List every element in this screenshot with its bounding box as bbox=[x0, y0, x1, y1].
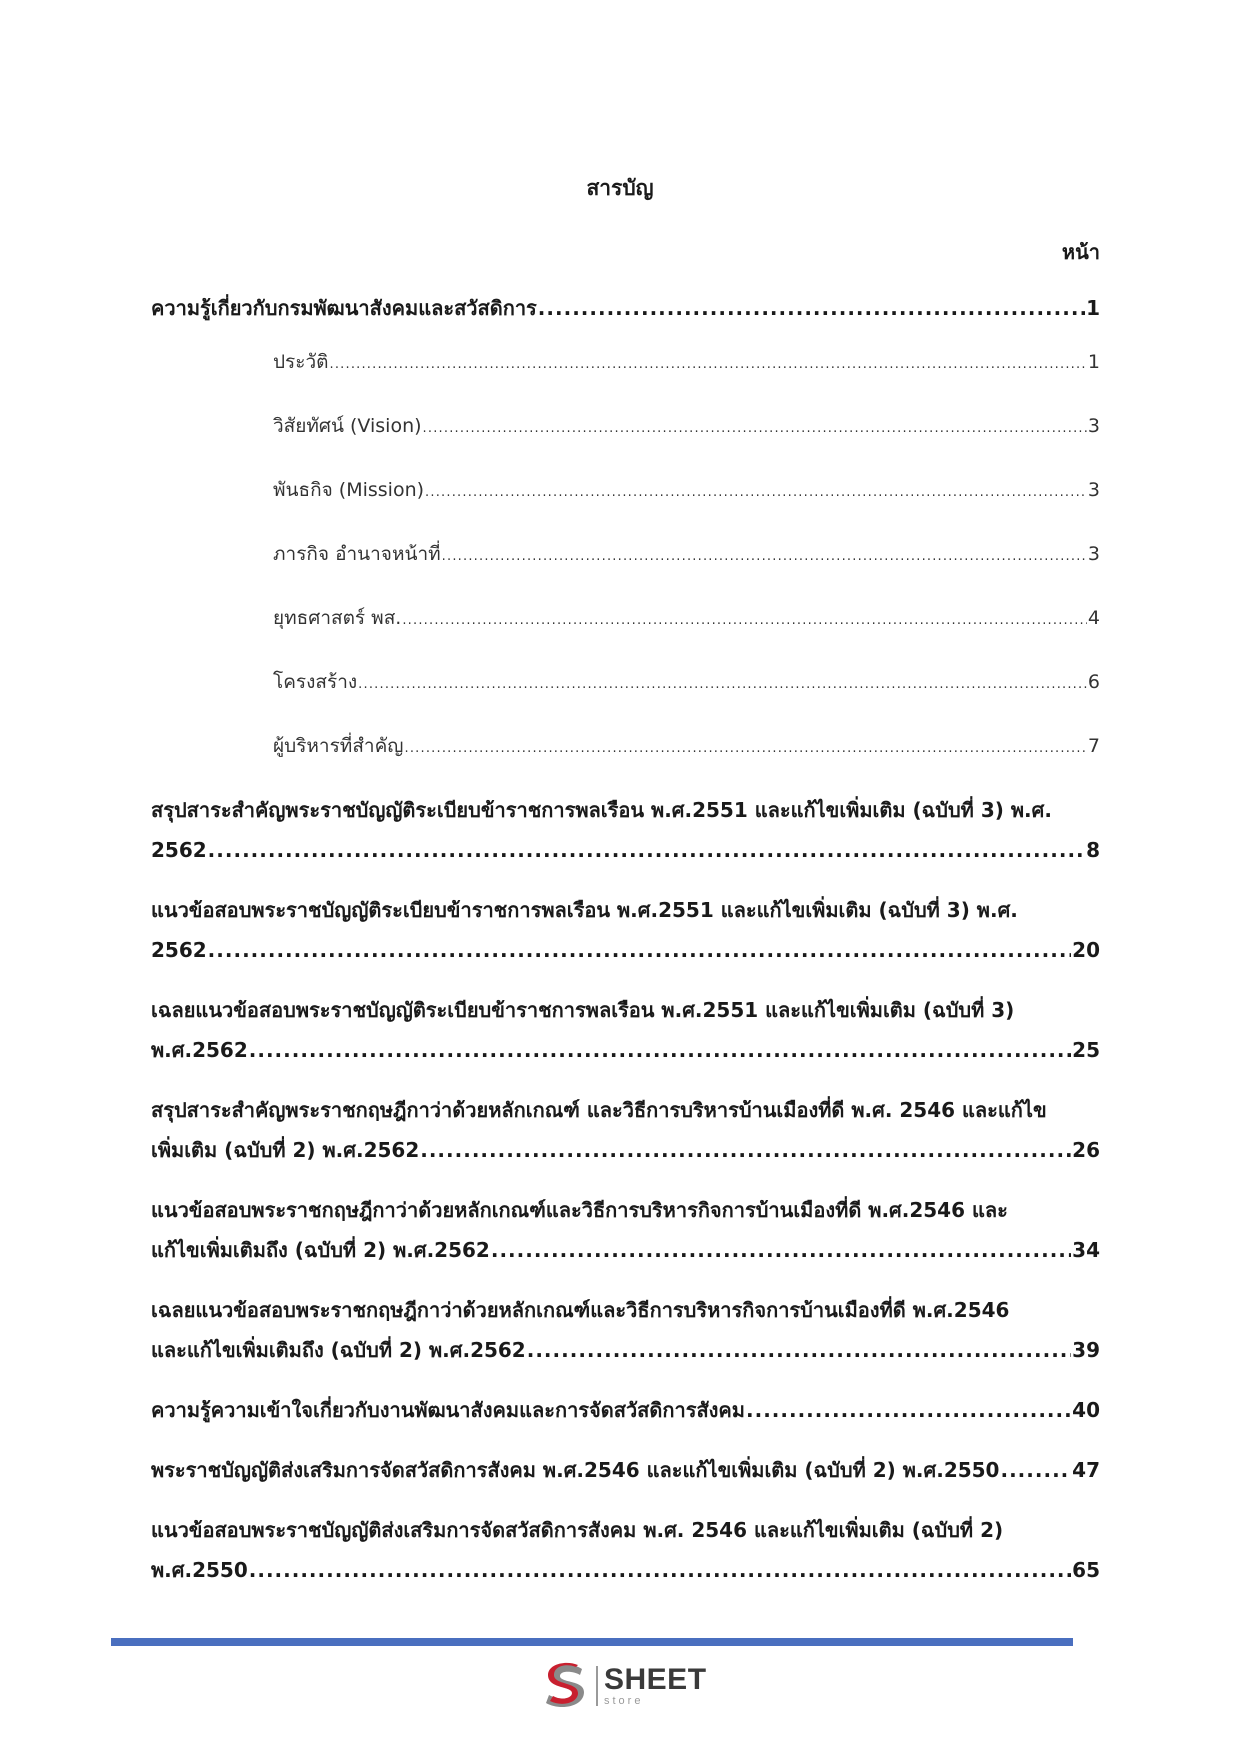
toc-page-number: 4 bbox=[1087, 607, 1100, 629]
toc-subentry bbox=[273, 342, 1100, 385]
toc-entry bbox=[151, 990, 1100, 1070]
toc-entry-text: พันธกิจ (Mission) bbox=[273, 479, 425, 501]
toc-page-number: 20 bbox=[1072, 938, 1100, 962]
dot-leader bbox=[208, 930, 1071, 970]
toc-entry bbox=[151, 1190, 1100, 1270]
table-of-contents bbox=[151, 288, 1100, 1610]
logo-text: SHEET bbox=[604, 1663, 707, 1696]
footer-rule bbox=[111, 1638, 1073, 1646]
toc-entry bbox=[151, 1510, 1100, 1590]
toc-entry-text: เพิ่มเติม (ฉบับที่ 2) พ.ศ.2562 bbox=[151, 1138, 420, 1162]
toc-entry-text: แนวข้อสอบพระราชบัญญัติส่งเสริมการจัดสวัสดิการสังคม พ.ศ. 2546 และแก้ไขเพิ่มเติม (ฉบับที่ 2) bbox=[151, 1518, 1004, 1542]
toc-page-number: 65 bbox=[1072, 1558, 1100, 1582]
dot-leader bbox=[425, 473, 1087, 513]
dot-leader bbox=[249, 1030, 1071, 1070]
toc-entry-text: เฉลยแนวข้อสอบพระราชบัญญัติระเบียบข้าราชการพลเรือน พ.ศ.2551 และแก้ไขเพิ่มเติม (ฉบับที่ 3) bbox=[151, 998, 1015, 1022]
dot-leader bbox=[358, 665, 1087, 705]
dot-leader bbox=[249, 1550, 1071, 1590]
toc-entry-text: ประวัติ bbox=[273, 351, 329, 373]
dot-leader bbox=[405, 729, 1087, 769]
toc-subentry bbox=[273, 662, 1100, 705]
toc-entry-text: ความรู้เกี่ยวกับกรมพัฒนาสังคมและสวัสดิการ bbox=[151, 296, 537, 320]
toc-page-number: 1 bbox=[1087, 351, 1100, 373]
toc-entry-text: 2562 bbox=[151, 838, 207, 862]
toc-entry bbox=[151, 790, 1100, 870]
toc-entry-text: แนวข้อสอบพระราชกฤษฎีกาว่าด้วยหลักเกณฑ์และวิธีการบริหารกิจการบ้านเมืองที่ดี พ.ศ.2546 และ bbox=[151, 1198, 1008, 1222]
toc-entry-text: และแก้ไขเพิ่มเติมถึง (ฉบับที่ 2) พ.ศ.2562 bbox=[151, 1338, 526, 1362]
dot-leader bbox=[208, 830, 1085, 870]
toc-entry bbox=[151, 288, 1100, 328]
dot-leader bbox=[746, 1390, 1071, 1430]
toc-page-number: 39 bbox=[1072, 1338, 1100, 1362]
page-column-label: หน้า bbox=[1061, 240, 1100, 264]
toc-entry-text: แนวข้อสอบพระราชบัญญัติระเบียบข้าราชการพลเรือน พ.ศ.2551 และแก้ไขเพิ่มเติม (ฉบับที่ 3) พ.ศ. bbox=[151, 898, 1018, 922]
toc-subentry bbox=[273, 470, 1100, 513]
toc-subentry bbox=[273, 534, 1100, 577]
toc-entry-text: ยุทธศาสตร์ พส. bbox=[273, 607, 402, 629]
dot-leader bbox=[491, 1230, 1071, 1270]
toc-entry-text: พ.ศ.2562 bbox=[151, 1038, 248, 1062]
toc-entry-text: 2562 bbox=[151, 938, 207, 962]
toc-entry-text: สรุปสาระสำคัญพระราชบัญญัติระเบียบข้าราชการพลเรือน พ.ศ.2551 และแก้ไขเพิ่มเติม (ฉบับที่ 3) พ.ศ. bbox=[151, 798, 1052, 822]
toc-page-number: 26 bbox=[1072, 1138, 1100, 1162]
toc-entry bbox=[151, 890, 1100, 970]
dot-leader bbox=[538, 288, 1085, 328]
toc-page-number: 7 bbox=[1087, 735, 1100, 757]
page-title: สารบัญ bbox=[586, 176, 654, 200]
toc-page-number: 1 bbox=[1086, 296, 1100, 320]
toc-page-number: 34 bbox=[1072, 1238, 1100, 1262]
toc-entry-text: ภารกิจ อำนาจหน้าที่ bbox=[273, 543, 441, 565]
toc-entry bbox=[151, 1450, 1100, 1490]
toc-page-number: 8 bbox=[1086, 838, 1100, 862]
toc-entry-text: พระราชบัญญัติส่งเสริมการจัดสวัสดิการสังคม พ.ศ.2546 และแก้ไขเพิ่มเติม (ฉบับที่ 2) พ.ศ.2550 bbox=[151, 1458, 1000, 1482]
dot-leader bbox=[402, 601, 1087, 641]
toc-entry-text: ความรู้ความเข้าใจเกี่ยวกับงานพัฒนาสังคมและการจัดสวัสดิการสังคม bbox=[151, 1398, 745, 1422]
sheet-store-logo bbox=[540, 1660, 710, 1712]
logo-subtext: store bbox=[604, 1695, 644, 1707]
toc-page-number: 25 bbox=[1072, 1038, 1100, 1062]
toc-page-number: 47 bbox=[1072, 1458, 1100, 1482]
dot-leader bbox=[329, 345, 1086, 385]
toc-page-number: 6 bbox=[1087, 671, 1100, 693]
sheet-store-s-icon bbox=[540, 1661, 592, 1711]
toc-subentry bbox=[273, 406, 1100, 449]
toc-entry-text: สรุปสาระสำคัญพระราชกฤษฎีกาว่าด้วยหลักเกณฑ์ และวิธีการบริหารบ้านเมืองที่ดี พ.ศ. 2546 และแก้ไข bbox=[151, 1098, 1047, 1122]
toc-entry-text: โครงสร้าง bbox=[273, 671, 358, 693]
toc-entry-text: พ.ศ.2550 bbox=[151, 1558, 248, 1582]
toc-page-number: 3 bbox=[1087, 415, 1100, 437]
dot-leader bbox=[420, 1130, 1071, 1170]
dot-leader bbox=[1000, 1450, 1071, 1490]
toc-page-number: 3 bbox=[1087, 479, 1100, 501]
toc-entry-text: เฉลยแนวข้อสอบพระราชกฤษฎีกาว่าด้วยหลักเกณฑ์และวิธีการบริหารกิจการบ้านเมืองที่ดี พ.ศ.2546 bbox=[151, 1298, 1010, 1322]
toc-page-number: 40 bbox=[1072, 1398, 1100, 1422]
toc-entry bbox=[151, 1390, 1100, 1430]
toc-entry bbox=[151, 1290, 1100, 1370]
toc-page-number: 3 bbox=[1087, 543, 1100, 565]
logo-separator bbox=[596, 1666, 598, 1706]
toc-entry-text: แก้ไขเพิ่มเติมถึง (ฉบับที่ 2) พ.ศ.2562 bbox=[151, 1238, 490, 1262]
toc-entry bbox=[151, 1090, 1100, 1170]
dot-leader bbox=[442, 537, 1087, 577]
dot-leader bbox=[423, 409, 1087, 449]
toc-entry-text: วิสัยทัศน์ (Vision) bbox=[273, 415, 422, 437]
toc-entry-text: ผู้บริหารที่สำคัญ bbox=[273, 735, 404, 757]
toc-subentry bbox=[273, 598, 1100, 641]
toc-subentry bbox=[273, 726, 1100, 769]
dot-leader bbox=[527, 1330, 1071, 1370]
